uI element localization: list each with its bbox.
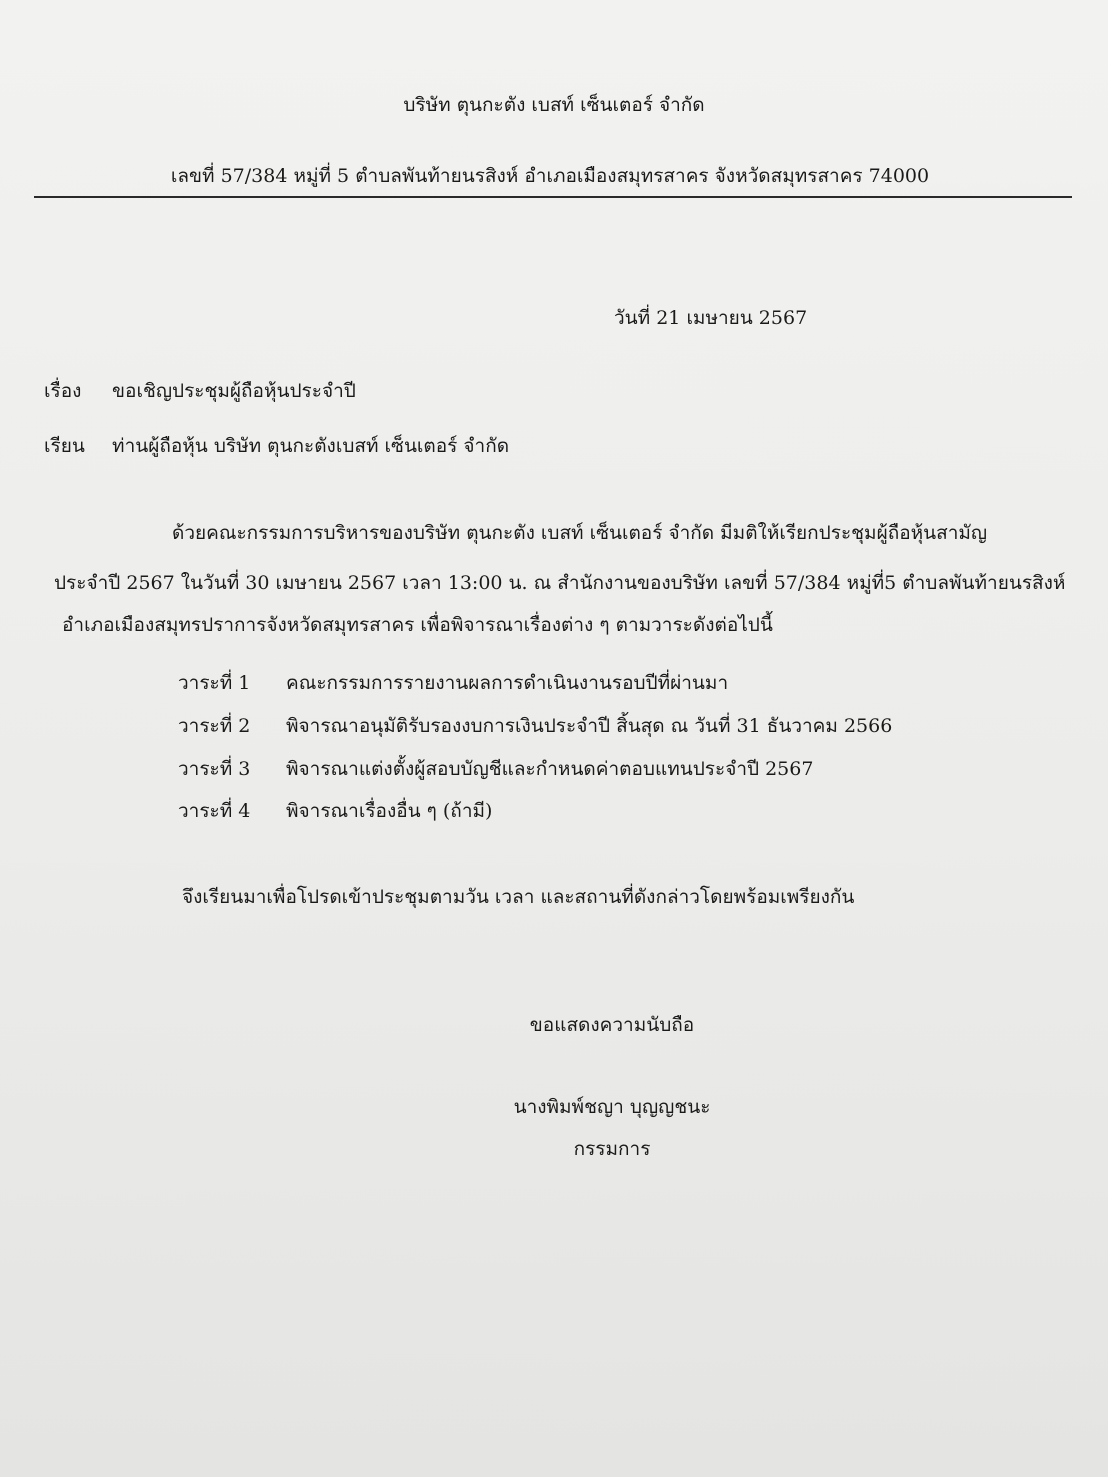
signer-title: กรรมการ bbox=[573, 1138, 651, 1160]
agenda-text: พิจารณาแต่งตั้งผู้สอบบัญชีและกำหนดค่าตอบแทนประจำปี 2567 bbox=[286, 758, 814, 780]
recipient-label: เรียน bbox=[44, 435, 85, 457]
subject-label: เรื่อง bbox=[44, 380, 82, 402]
header-divider bbox=[34, 196, 1072, 198]
agenda-text: พิจารณาอนุมัติรับรองงบการเงินประจำปี สิ้นสุด ณ วันที่ 31 ธันวาคม 2566 bbox=[286, 715, 893, 737]
agenda-text: พิจารณาเรื่องอื่น ๆ (ถ้ามี) bbox=[286, 800, 493, 822]
subject-line bbox=[44, 378, 356, 404]
signer-name: นางพิมพ์ชญา บุญญชนะ bbox=[513, 1096, 711, 1118]
agenda-number: วาระที่ 3 bbox=[178, 758, 251, 780]
company-name: บริษัท ตุนกะตัง เบสท์ เซ็นเตอร์ จำกัด bbox=[403, 94, 705, 116]
closing-statement: จึงเรียนมาเพื่อโปรดเข้าประชุมตามวัน เวลา และสถานที่ดังกล่าวโดยพร้อมเพรียงกัน bbox=[182, 886, 855, 908]
body-line-2: ประจำปี 2567 ในวันที่ 30 เมษายน 2567 เวลา 13:00 น. ณ สำนักงานของบริษัท เลขที่ 57/384 หมู่ที่5 ตำบลพันท้ายนรสิงห์ bbox=[54, 572, 1066, 594]
agenda-number: วาระที่ 2 bbox=[178, 715, 251, 737]
body-line-1: ด้วยคณะกรรมการบริหารของบริษัท ตุนกะตัง เบสท์ เซ็นเตอร์ จำกัด มีมติให้เรียกประชุมผู้ถือหุ้นสามัญ bbox=[172, 522, 988, 544]
body-line-3: อำเภอเมืองสมุทรปราการจังหวัดสมุทรสาคร เพื่อพิจารณาเรื่องต่าง ๆ ตามวาระดังต่อไปนี้ bbox=[62, 614, 773, 636]
subject-text: ขอเชิญประชุมผู้ถือหุ้นประจำปี bbox=[112, 380, 356, 402]
agenda-number: วาระที่ 1 bbox=[178, 672, 251, 694]
signoff-regards: ขอแสดงความนับถือ bbox=[529, 1014, 695, 1036]
agenda-number: วาระที่ 4 bbox=[178, 800, 251, 822]
recipient-text: ท่านผู้ถือหุ้น บริษัท ตุนกะตังเบสท์ เซ็นเตอร์ จำกัด bbox=[112, 435, 510, 457]
agenda-text: คณะกรรมการรายงานผลการดำเนินงานรอบปีที่ผ่านมา bbox=[286, 672, 729, 694]
company-address: เลขที่ 57/384 หมู่ที่ 5 ตำบลพันท้ายนรสิงห์ อำเภอเมืองสมุทรสาคร จังหวัดสมุทรสาคร 74000 bbox=[170, 165, 930, 187]
letter-date: วันที่ 21 เมษายน 2567 bbox=[614, 307, 808, 329]
recipient-line bbox=[44, 433, 509, 459]
